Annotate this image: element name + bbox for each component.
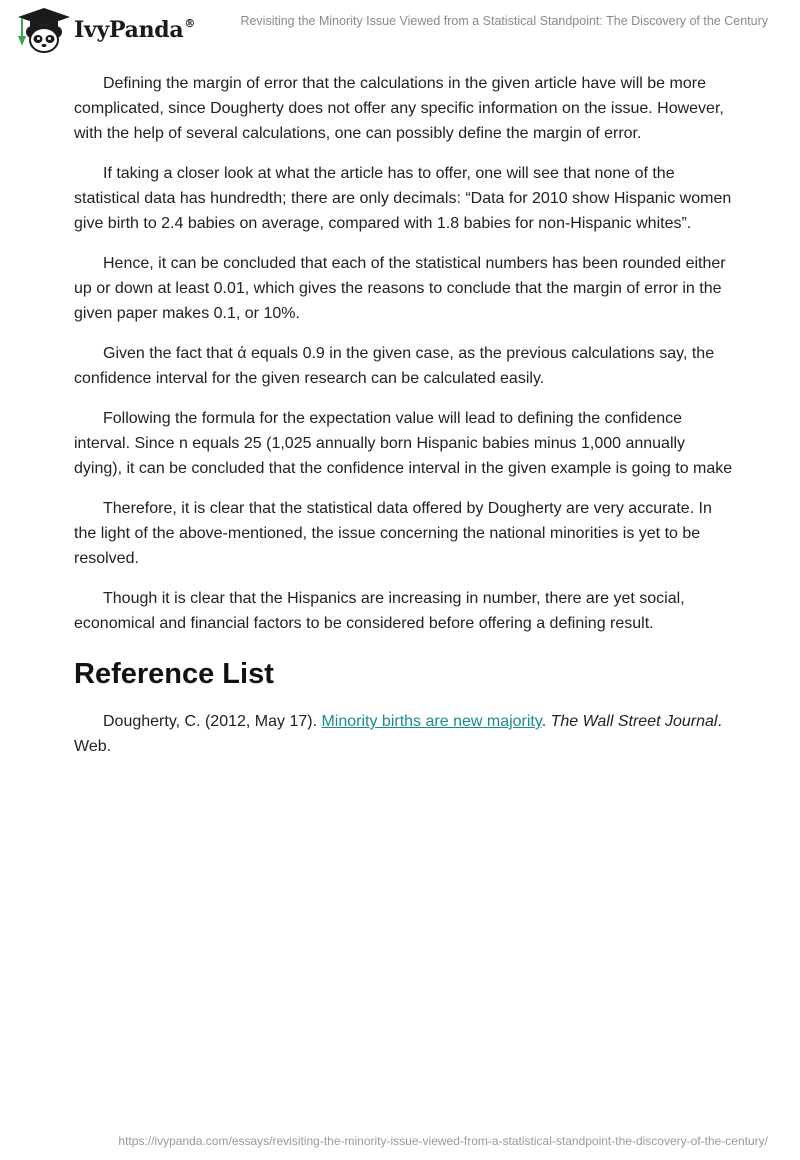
essay-body (74, 71, 734, 774)
reference-author: Dougherty, C. (2012, May 17). (103, 713, 322, 730)
paragraph: Defining the margin of error that the calculations in the given article have will be more complicated, since Dougherty does not offer any specific information on the issue. However, with the help of several calculations, one can possibly define the margin of error. (74, 75, 724, 142)
page-url-footer: https://ivypanda.com/essays/revisiting-the-minority-issue-viewed-from-a-statistical-standpoint-the-discovery-of-the-century/ (118, 1134, 768, 1148)
paragraph: Though it is clear that the Hispanics are increasing in number, there are yet social, economical and financial factors to be considered before offering a defining result. (74, 590, 685, 632)
ivypanda-logo[interactable] (14, 6, 195, 54)
panda-logo-icon (14, 6, 74, 54)
paragraph: Following the formula for the expectation value will lead to defining the confidence interval. Since n equals 25 (1,025 annually born Hispanic babies minus 1,000 annually dying), it can be concluded that the confidence interval in the given example is going to make (74, 410, 733, 477)
logo-wordmark: IvyPanda® (74, 17, 196, 43)
reference-suffix: . Web. (74, 713, 722, 755)
reference-list-heading: Reference List (74, 658, 274, 690)
running-title: Revisiting the Minority Issue Viewed from a Statistical Standpoint: The Discovery of the Century (240, 14, 768, 28)
paragraph: Hence, it can be concluded that each of the statistical numbers has been rounded either up or down at least 0.01, which gives the reasons to conclude that the margin of error in the given paper makes 0.1, or 10%. (74, 255, 726, 322)
paragraph: Given the fact that ά equals 0.9 in the given case, as the previous calculations say, the confidence interval for the given research can be calculated easily. (74, 345, 715, 387)
paragraph: If taking a closer look at what the article has to offer, one will see that none of the statistical data has hundredth; there are only decimals: “Data for 2010 show Hispanic women give birth to 2.4 babies on average, compared with 1.8 babies for non-Hispanic whites”. (74, 165, 732, 232)
reference-entry (74, 709, 734, 759)
reference-link[interactable]: Minority births are new majority (321, 713, 542, 730)
reference-separator: . (541, 713, 551, 730)
reference-journal: The Wall Street Journal (550, 713, 718, 730)
paragraph: Therefore, it is clear that the statistical data offered by Dougherty are very accurate. In the light of the above-mentioned, the issue concerning the national minorities is yet to be resolved. (74, 500, 712, 567)
page-header (0, 0, 800, 60)
